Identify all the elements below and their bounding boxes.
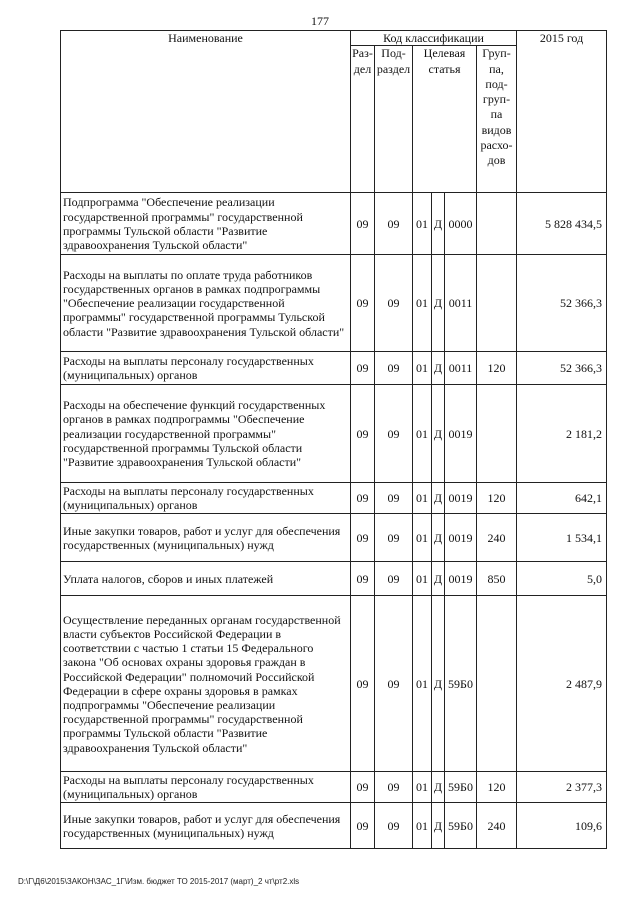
row-target-direction: 0019 [445, 385, 477, 483]
row-section: 09 [351, 193, 375, 255]
row-amount: 2 377,3 [517, 772, 607, 803]
row-target-program: 01 [413, 514, 432, 562]
row-expense-group: 850 [477, 562, 517, 596]
table-row [61, 772, 607, 803]
row-target-program: 01 [413, 193, 432, 255]
row-target-direction: 59Б0 [445, 803, 477, 849]
row-target-program: 01 [413, 562, 432, 596]
row-expense-group: 120 [477, 483, 517, 514]
row-section: 09 [351, 562, 375, 596]
table-row [61, 193, 607, 255]
row-section: 09 [351, 514, 375, 562]
row-amount: 2 487,9 [517, 596, 607, 772]
row-expense-group: 240 [477, 803, 517, 849]
page-number: 177 [311, 14, 329, 28]
table-row [61, 352, 607, 385]
row-target-direction: 59Б0 [445, 596, 477, 772]
row-name: Расходы на обеспечение функций государственных органов в рамках подпрограммы "Обеспечение реализации государственной программы" государственной программы Тульской области "Развитие здравоохранения Тульской области" [61, 385, 351, 483]
row-target-direction: 0000 [445, 193, 477, 255]
row-target-subprogram: Д [432, 255, 445, 352]
row-amount: 642,1 [517, 483, 607, 514]
row-expense-group [477, 255, 517, 352]
row-name: Расходы на выплаты по оплате труда работников государственных органов в рамках подпрограммы "Обеспечение реализации государственной программы" государственной программы Тульской области "Развитие здравоохранения Тульской области" [61, 255, 351, 352]
row-expense-group: 120 [477, 352, 517, 385]
row-target-direction: 0019 [445, 514, 477, 562]
table-row [61, 803, 607, 849]
row-expense-group: 120 [477, 772, 517, 803]
row-section: 09 [351, 772, 375, 803]
row-subsection: 09 [375, 596, 413, 772]
row-expense-group [477, 596, 517, 772]
table-row [61, 514, 607, 562]
table-row [61, 596, 607, 772]
row-name: Уплата налогов, сборов и иных платежей [61, 562, 351, 596]
header-target: Целевая статья [413, 46, 477, 193]
header-classification: Код классификации [351, 31, 517, 46]
row-subsection: 09 [375, 255, 413, 352]
row-amount: 1 534,1 [517, 514, 607, 562]
row-section: 09 [351, 483, 375, 514]
row-subsection: 09 [375, 352, 413, 385]
row-target-direction: 0011 [445, 352, 477, 385]
row-section: 09 [351, 803, 375, 849]
row-subsection: 09 [375, 483, 413, 514]
row-target-subprogram: Д [432, 385, 445, 483]
header-expense-group: Груп- па, под- груп- па видов расхо- дов [477, 46, 517, 193]
row-amount: 2 181,2 [517, 385, 607, 483]
row-subsection: 09 [375, 514, 413, 562]
row-expense-group [477, 193, 517, 255]
row-target-subprogram: Д [432, 803, 445, 849]
row-target-subprogram: Д [432, 562, 445, 596]
row-name: Иные закупки товаров, работ и услуг для обеспечения государственных (муниципальных) нужд [61, 514, 351, 562]
row-amount: 109,6 [517, 803, 607, 849]
row-target-program: 01 [413, 772, 432, 803]
row-target-program: 01 [413, 352, 432, 385]
row-section: 09 [351, 596, 375, 772]
table-row [61, 255, 607, 352]
row-subsection: 09 [375, 803, 413, 849]
row-amount: 52 366,3 [517, 352, 607, 385]
row-target-program: 01 [413, 803, 432, 849]
file-path-footer: D:\Г\Д6\2015\ЗАКОН\ЗАС_1Г\Изм. бюджет ТО 2015-2017 (март)_2 чт\рт2.xls [18, 877, 300, 886]
row-subsection: 09 [375, 385, 413, 483]
row-subsection: 09 [375, 772, 413, 803]
row-expense-group [477, 385, 517, 483]
row-target-program: 01 [413, 483, 432, 514]
header-name: Наименование [61, 31, 351, 193]
row-target-subprogram: Д [432, 483, 445, 514]
row-name: Осуществление переданных органам государственной власти субъектов Российской Федерации в соответствии с частью 1 статьи 15 Федерального закона "Об основах охраны здоровья граждан в Российской Федерации" полномочий Российской Федерации в сфере охраны здоровья в рамках подпрограммы "Обеспечение реализации государственной программы" государственной программы Тульской области "Развитие здравоохранения Тульской области" [61, 596, 351, 772]
row-name: Расходы на выплаты персоналу государственных (муниципальных) органов [61, 352, 351, 385]
row-section: 09 [351, 255, 375, 352]
row-name: Подпрограмма "Обеспечение реализации государственной программы" государственной программы Тульской области "Развитие здравоохранения Тульской области" [61, 193, 351, 255]
row-subsection: 09 [375, 193, 413, 255]
row-target-subprogram: Д [432, 352, 445, 385]
row-target-direction: 0019 [445, 562, 477, 596]
budget-table [60, 30, 607, 849]
row-amount: 5,0 [517, 562, 607, 596]
row-target-program: 01 [413, 385, 432, 483]
row-section: 09 [351, 352, 375, 385]
row-section: 09 [351, 385, 375, 483]
row-amount: 5 828 434,5 [517, 193, 607, 255]
table-row [61, 483, 607, 514]
row-target-program: 01 [413, 596, 432, 772]
row-target-direction: 0019 [445, 483, 477, 514]
row-name: Расходы на выплаты персоналу государственных (муниципальных) органов [61, 772, 351, 803]
row-name: Иные закупки товаров, работ и услуг для обеспечения государственных (муниципальных) нужд [61, 803, 351, 849]
header-year: 2015 год [517, 31, 607, 193]
row-amount: 52 366,3 [517, 255, 607, 352]
header-section: Раз- дел [351, 46, 375, 193]
row-subsection: 09 [375, 562, 413, 596]
row-target-subprogram: Д [432, 514, 445, 562]
row-target-subprogram: Д [432, 193, 445, 255]
header-subsection: Под- раздел [375, 46, 413, 193]
table-row [61, 562, 607, 596]
row-target-direction: 0011 [445, 255, 477, 352]
row-expense-group: 240 [477, 514, 517, 562]
row-target-subprogram: Д [432, 596, 445, 772]
row-target-program: 01 [413, 255, 432, 352]
row-target-direction: 59Б0 [445, 772, 477, 803]
row-target-subprogram: Д [432, 772, 445, 803]
row-name: Расходы на выплаты персоналу государственных (муниципальных) органов [61, 483, 351, 514]
table-row [61, 385, 607, 483]
